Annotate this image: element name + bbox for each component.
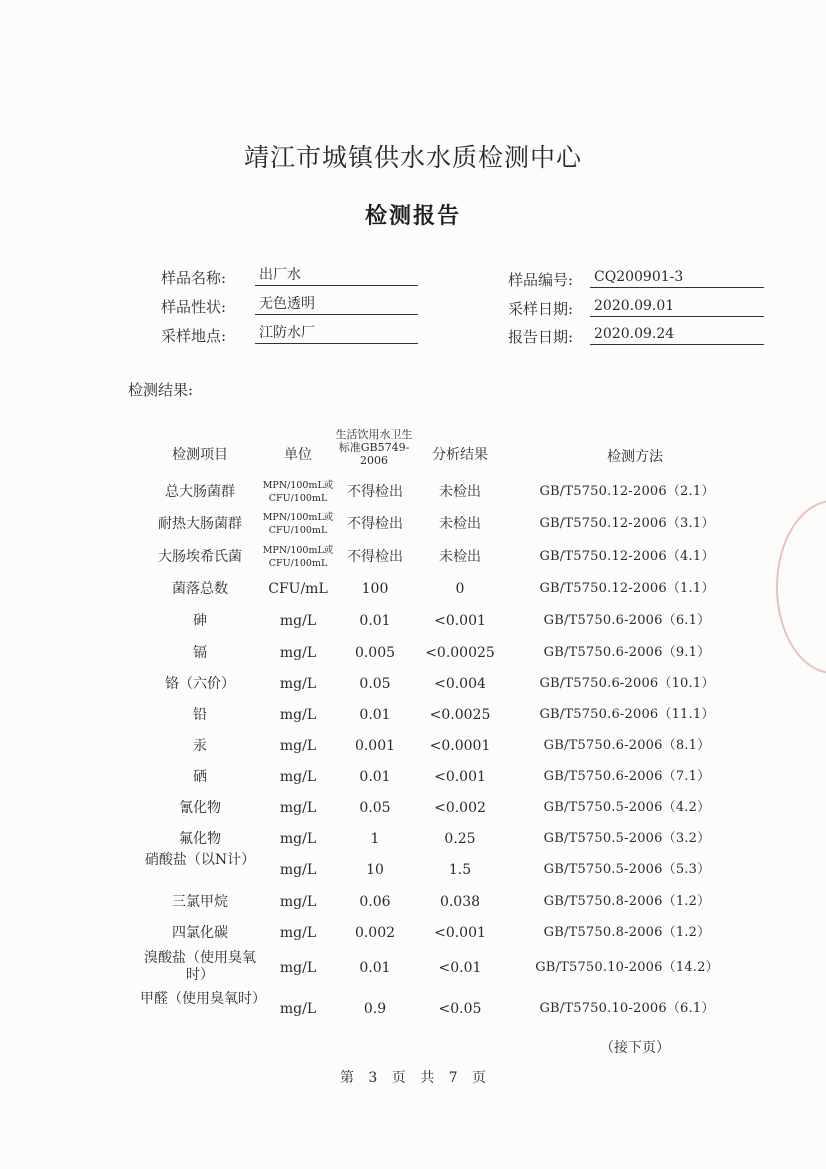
header-standard: 生活饮用水卫生标准GB5749-2006 xyxy=(335,428,413,467)
cell-item: 镉 xyxy=(193,645,207,661)
sample-no-value: CQ200901-3 xyxy=(590,268,764,288)
cell-method: GB/T5750.6-2006（11.1） xyxy=(539,707,715,722)
cell-standard: 不得检出 xyxy=(347,549,403,565)
cell-standard: 0.005 xyxy=(354,645,396,661)
cell-result: <0.0001 xyxy=(429,738,491,754)
cell-standard: 不得检出 xyxy=(347,484,403,500)
cell-result: <0.0025 xyxy=(429,707,491,723)
cell-result: <0.001 xyxy=(434,613,486,629)
cell-method: GB/T5750.10-2006（14.2） xyxy=(535,960,719,975)
header-unit: 单位 xyxy=(284,447,312,463)
sampling-date-label: 采样日期: xyxy=(508,300,574,318)
cell-item: 硝酸盐（以N计） xyxy=(144,852,256,868)
cell-unit: mg/L xyxy=(279,676,317,692)
cell-result: 未检出 xyxy=(439,516,481,532)
sampling-date-value: 2020.09.01 xyxy=(590,297,764,317)
sample-name-value: 出厂水 xyxy=(255,266,418,286)
header-result: 分析结果 xyxy=(432,447,488,463)
cell-method: GB/T5750.5-2006（4.2） xyxy=(543,800,711,815)
cell-method: GB/T5750.6-2006（7.1） xyxy=(543,769,711,784)
cell-method: GB/T5750.8-2006（1.2） xyxy=(543,894,711,909)
cell-result: <0.001 xyxy=(434,925,486,941)
cell-standard: 1 xyxy=(370,831,380,847)
sample-no-label: 样品编号: xyxy=(508,271,574,289)
results-label: 检测结果: xyxy=(128,381,194,399)
cell-result: <0.01 xyxy=(438,960,482,976)
cell-result: <0.05 xyxy=(438,1001,482,1017)
cell-standard: 0.9 xyxy=(363,1001,387,1017)
cell-standard: 0.002 xyxy=(354,925,396,941)
cell-unit: mg/L xyxy=(279,831,317,847)
cell-standard: 0.06 xyxy=(359,894,391,910)
cell-unit: MPN/100mL或CFU/100mL xyxy=(262,545,334,569)
cell-unit: mg/L xyxy=(279,960,317,976)
cell-result: 0.038 xyxy=(439,894,481,910)
sampling-site-label: 采样地点: xyxy=(161,327,227,345)
cell-result: <0.004 xyxy=(434,676,486,692)
report-date-label: 报告日期: xyxy=(508,328,574,346)
cell-standard: 0.01 xyxy=(359,960,391,976)
cell-result: <0.002 xyxy=(434,800,486,816)
cell-item: 总大肠菌群 xyxy=(165,484,235,500)
cell-standard: 不得检出 xyxy=(347,516,403,532)
cell-item: 铬（六价） xyxy=(165,676,235,692)
sample-name-label: 样品名称: xyxy=(161,269,227,287)
sample-property-label: 样品性状: xyxy=(161,298,227,316)
cell-method: GB/T5750.5-2006（3.2） xyxy=(543,831,711,846)
header-item: 检测项目 xyxy=(172,447,228,463)
cell-unit: mg/L xyxy=(279,925,317,941)
cell-unit: mg/L xyxy=(279,769,317,785)
cell-item: 耐热大肠菌群 xyxy=(158,516,242,532)
sample-property-value: 无色透明 xyxy=(255,295,418,315)
cell-unit: CFU/mL xyxy=(268,581,328,597)
report-title: 检测报告 xyxy=(364,204,461,229)
cell-method: GB/T5750.6-2006（6.1） xyxy=(543,613,711,628)
cell-method: GB/T5750.12-2006（1.1） xyxy=(539,581,715,596)
cell-standard: 0.05 xyxy=(359,676,391,692)
cell-item: 大肠埃希氏菌 xyxy=(158,549,242,565)
cell-method: GB/T5750.6-2006（8.1） xyxy=(543,738,711,753)
cell-item: 硒 xyxy=(193,769,207,785)
cell-item: 氟化物 xyxy=(179,831,221,847)
cell-method: GB/T5750.12-2006（3.1） xyxy=(539,516,715,531)
cell-method: GB/T5750.6-2006（9.1） xyxy=(543,645,711,660)
cell-result: 0 xyxy=(455,581,465,597)
page-footer: 第 3 页 共 7 页 xyxy=(339,1070,487,1086)
cell-unit: mg/L xyxy=(279,1001,317,1017)
cell-standard: 0.01 xyxy=(359,707,391,723)
cell-method: GB/T5750.8-2006（1.2） xyxy=(543,925,711,940)
cell-item: 四氯化碳 xyxy=(172,925,228,941)
cell-item: 甲醛（使用臭氧时） xyxy=(140,991,266,1007)
cell-unit: mg/L xyxy=(279,645,317,661)
cell-unit: MPN/100mL或CFU/100mL xyxy=(262,480,334,504)
cell-standard: 0.01 xyxy=(359,613,391,629)
cell-standard: 10 xyxy=(366,862,384,878)
cell-method: GB/T5750.12-2006（4.1） xyxy=(539,549,715,564)
cell-method: GB/T5750.5-2006（5.3） xyxy=(543,862,711,877)
organization-name: 靖江市城镇供水水质检测中心 xyxy=(243,143,582,172)
cell-unit: mg/L xyxy=(279,613,317,629)
cell-item: 菌落总数 xyxy=(172,581,228,597)
cell-standard: 0.01 xyxy=(359,769,391,785)
cell-method: GB/T5750.10-2006（6.1） xyxy=(539,1001,715,1016)
cell-method: GB/T5750.12-2006（2.1） xyxy=(539,484,715,499)
cell-unit: mg/L xyxy=(279,800,317,816)
cell-result: 未检出 xyxy=(439,549,481,565)
seal-stamp xyxy=(776,500,826,674)
header-method: 检测方法 xyxy=(607,449,663,465)
cell-result: 0.25 xyxy=(444,831,476,847)
cell-standard: 100 xyxy=(361,581,389,597)
cell-unit: MPN/100mL或CFU/100mL xyxy=(262,512,334,536)
cell-unit: mg/L xyxy=(279,862,317,878)
cell-item: 砷 xyxy=(193,613,207,629)
cell-standard: 0.001 xyxy=(354,738,396,754)
cell-method: GB/T5750.6-2006（10.1） xyxy=(539,676,715,691)
cell-result: 未检出 xyxy=(439,484,481,500)
cell-item: 汞 xyxy=(193,738,207,754)
cell-standard: 0.05 xyxy=(359,800,391,816)
cell-result: <0.00025 xyxy=(425,645,495,661)
continued-note: （接下页） xyxy=(600,1040,670,1056)
cell-result: 1.5 xyxy=(448,862,472,878)
sampling-site-value: 江防水厂 xyxy=(255,324,418,344)
cell-unit: mg/L xyxy=(279,894,317,910)
cell-item: 铅 xyxy=(193,707,207,723)
report-date-value: 2020.09.24 xyxy=(590,325,764,345)
cell-unit: mg/L xyxy=(279,707,317,723)
cell-item: 三氯甲烷 xyxy=(172,894,228,910)
cell-item: 溴酸盐（使用臭氧时） xyxy=(144,950,256,983)
cell-result: <0.001 xyxy=(434,769,486,785)
cell-item: 氰化物 xyxy=(179,800,221,816)
cell-unit: mg/L xyxy=(279,738,317,754)
